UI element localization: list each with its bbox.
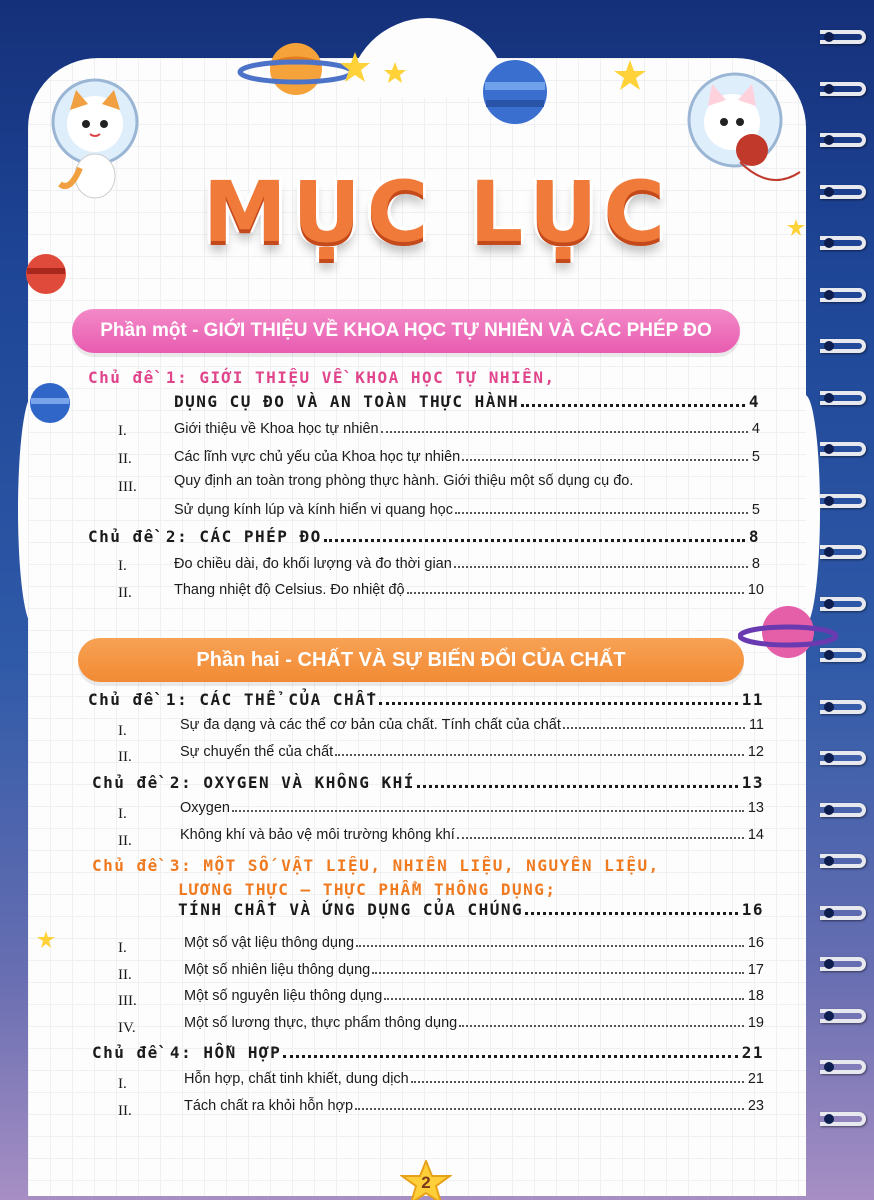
topic-title-row: TÍNH CHẤT VÀ ỨNG DỤNG CỦA CHÚNG 16 bbox=[178, 900, 764, 919]
binding-hole bbox=[824, 32, 834, 42]
toc-entry: Sự đa dạng và các thể cơ bản của chất. Tính chất của chất 11 bbox=[180, 717, 764, 733]
binding-hole bbox=[824, 547, 834, 557]
topic-title: Chủ đề 3: MỘT SỐ VẬT LIỆU, NHIÊN LIỆU, NGUYÊN LIỆU, bbox=[92, 856, 660, 875]
item-number: II. bbox=[118, 967, 132, 983]
page-number: 2 bbox=[421, 1173, 431, 1192]
toc-entry: Một số nguyên liệu thông dụng 18 bbox=[184, 988, 764, 1004]
topic-title-row: Chủ đề 1: CÁC THỂ CỦA CHẤT 11 bbox=[88, 690, 764, 709]
page-number-badge bbox=[400, 1160, 452, 1200]
binding-hole bbox=[824, 908, 834, 918]
ringed-planet-icon bbox=[236, 34, 356, 104]
toc-entry: Tách chất ra khỏi hỗn hợp 23 bbox=[184, 1098, 764, 1114]
binding-hole bbox=[824, 856, 834, 866]
toc-entry: Hỗn hợp, chất tinh khiết, dung dịch 21 bbox=[184, 1071, 764, 1087]
binding-hole bbox=[824, 702, 834, 712]
item-number: III. bbox=[118, 479, 137, 495]
item-number: I. bbox=[118, 558, 127, 574]
topic-title-row: Chủ đề 4: HỖN HỢP 21 bbox=[92, 1043, 764, 1062]
toc-entry: Thang nhiệt độ Celsius. Đo nhiệt độ 10 bbox=[174, 582, 764, 598]
star-icon bbox=[36, 930, 56, 950]
topic-title-cont: TÍNH CHẤT VÀ ỨNG DỤNG CỦA CHÚNG bbox=[178, 900, 524, 919]
toc-entry: Một số nhiên liệu thông dụng 17 bbox=[184, 962, 764, 978]
item-number: II. bbox=[118, 585, 132, 601]
toc-entry: Một số vật liệu thông dụng 16 bbox=[184, 935, 764, 951]
binding-hole bbox=[824, 753, 834, 763]
section-header-part1: Phần một - GIỚI THIỆU VỀ KHOA HỌC TỰ NHIÊN VÀ CÁC PHÉP ĐO bbox=[72, 309, 740, 353]
binding-hole bbox=[824, 444, 834, 454]
binding-hole bbox=[824, 135, 834, 145]
topic-title-row: Chủ đề 2: OXYGEN VÀ KHÔNG KHÍ 13 bbox=[92, 773, 764, 792]
binding-hole bbox=[824, 1062, 834, 1072]
topic-title: Chủ đề 1: GIỚI THIỆU VỀ KHOA HỌC TỰ NHIÊN, bbox=[88, 368, 556, 387]
toc-entry: Sự chuyển thể của chất 12 bbox=[180, 744, 764, 760]
topic-title: Chủ đề 2: OXYGEN VÀ KHÔNG KHÍ bbox=[92, 773, 415, 792]
binding-hole bbox=[824, 393, 834, 403]
binding-hole bbox=[824, 290, 834, 300]
toc-entry: Giới thiệu về Khoa học tự nhiên 4 bbox=[174, 421, 760, 437]
toc-entry-text: Quy định an toàn trong phòng thực hành. Giới thiệu một số dụng cụ đo. bbox=[174, 473, 634, 489]
item-number: I. bbox=[118, 806, 127, 822]
item-number: II. bbox=[118, 749, 132, 765]
binding-hole bbox=[824, 84, 834, 94]
item-number: III. bbox=[118, 993, 137, 1009]
section-header-part2: Phần hai - CHẤT VÀ SỰ BIẾN ĐỔI CỦA CHẤT bbox=[78, 638, 744, 682]
star-icon bbox=[340, 50, 410, 90]
toc-entry: Một số lương thực, thực phẩm thông dụng 19 bbox=[184, 1015, 764, 1031]
toc-entry: Sử dụng kính lúp và kính hiển vi quang học 5 bbox=[174, 502, 760, 518]
topic-title-cont: LƯƠNG THỰC – THỰC PHẨM THÔNG DỤNG; bbox=[178, 880, 557, 899]
blue-small-planet-icon bbox=[28, 378, 72, 428]
toc-entry: Oxygen 13 bbox=[180, 800, 764, 816]
topic-title: Chủ đề 1: CÁC THỂ CỦA CHẤT bbox=[88, 690, 378, 709]
binding-hole bbox=[824, 341, 834, 351]
page-title: MỤC LỤC bbox=[202, 163, 672, 261]
item-number: II. bbox=[118, 451, 132, 467]
item-number: I. bbox=[118, 423, 127, 439]
page-ref: 4 bbox=[748, 392, 760, 411]
binding-hole bbox=[824, 1114, 834, 1124]
topic-title-row bbox=[174, 392, 760, 411]
topic-title: Chủ đề 4: HỖN HỢP bbox=[92, 1043, 282, 1062]
topic-title-row: Chủ đề 2: CÁC PHÉP ĐO 8 bbox=[88, 527, 760, 546]
item-number: II. bbox=[118, 833, 132, 849]
item-number: II. bbox=[118, 1103, 132, 1119]
topic-title-cont: DỤNG CỤ ĐO VÀ AN TOÀN THỰC HÀNH bbox=[174, 392, 520, 411]
star-icon bbox=[612, 58, 648, 94]
toc-entry: Đo chiều dài, đo khối lượng và đo thời gian 8 bbox=[174, 556, 760, 572]
pink-planet-icon bbox=[738, 600, 838, 670]
binding-hole bbox=[824, 496, 834, 506]
item-number: I. bbox=[118, 1076, 127, 1092]
binding-hole bbox=[824, 959, 834, 969]
binding-hole bbox=[824, 1011, 834, 1021]
binding-hole bbox=[824, 805, 834, 815]
item-number: I. bbox=[118, 723, 127, 739]
item-number: IV. bbox=[118, 1020, 136, 1036]
topic-title: Chủ đề 2: CÁC PHÉP ĐO bbox=[88, 527, 322, 546]
toc-entry: Các lĩnh vực chủ yếu của Khoa học tự nhiên 5 bbox=[174, 449, 760, 465]
toc-entry: Không khí và bảo vệ môi trường không khí 14 bbox=[180, 827, 764, 843]
item-number: I. bbox=[118, 940, 127, 956]
blue-planet-icon bbox=[480, 52, 550, 132]
